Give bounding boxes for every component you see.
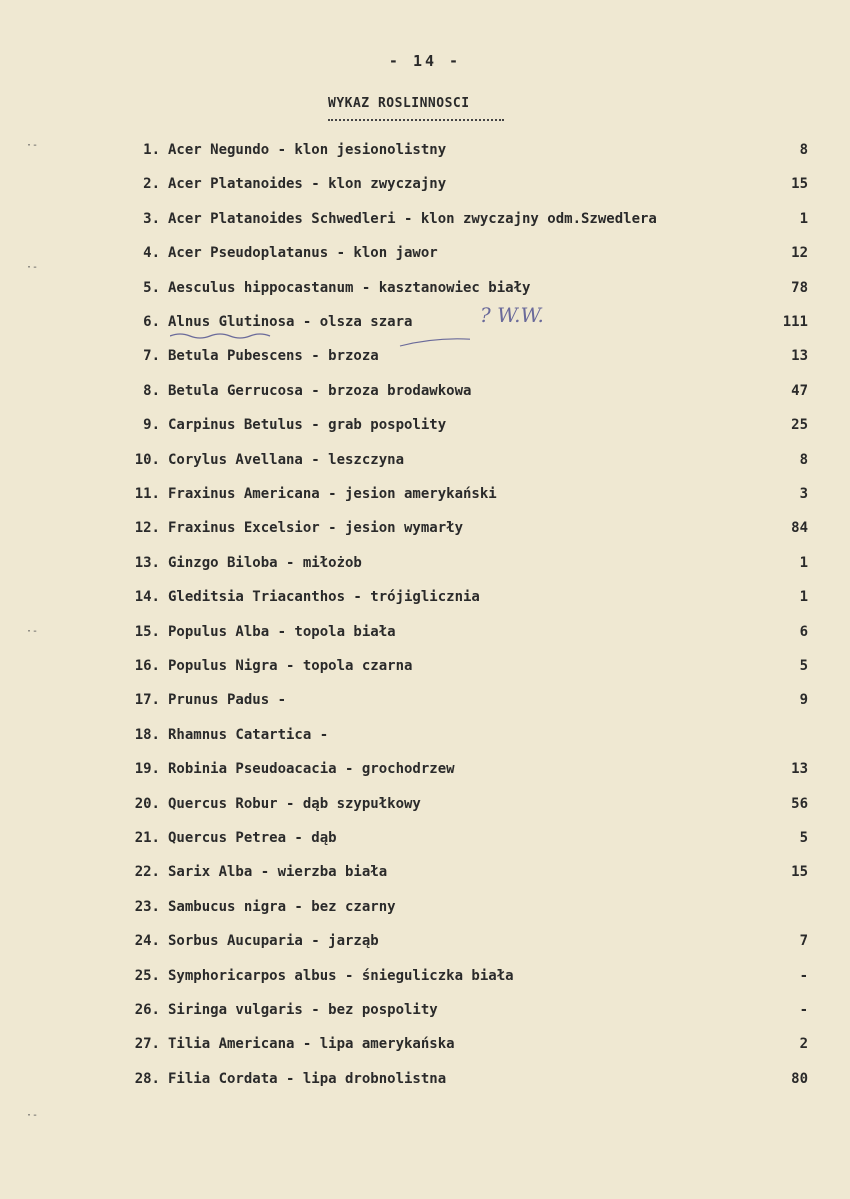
item-name: Siringa vulgaris - bez pospolity xyxy=(168,1002,438,1018)
item-name: Prunus Padus - xyxy=(168,692,287,709)
list-item xyxy=(0,482,850,506)
list-item xyxy=(0,516,850,540)
item-number: 27. xyxy=(134,1036,160,1053)
item-number: 1. xyxy=(143,142,160,158)
item-count: 84 xyxy=(791,520,808,537)
item-number: 19. xyxy=(134,761,160,778)
item-name: Gleditsia Triacanthos - trójiglicznia xyxy=(168,589,480,606)
item-name: Quercus Petrea - dąb xyxy=(168,830,337,846)
item-name: Fraxinus Excelsior - jesion wymarły xyxy=(168,520,464,537)
list-item xyxy=(0,964,850,988)
list-item xyxy=(0,1032,850,1056)
item-number: 28. xyxy=(134,1070,160,1087)
item-name: Sorbus Aucuparia - jarząb xyxy=(168,933,379,950)
item-number: 15. xyxy=(134,623,160,640)
item-number: 18. xyxy=(134,726,160,743)
item-count: 13 xyxy=(791,761,808,778)
item-number: 24. xyxy=(134,933,160,950)
item-name: Acer Negundo - klon jesionolistny xyxy=(168,142,447,158)
list-item xyxy=(0,929,850,953)
list-item xyxy=(0,585,850,609)
item-number: 11. xyxy=(134,486,160,502)
item-count: 8 xyxy=(799,451,808,468)
list-item xyxy=(0,826,850,850)
item-name: Carpinus Betulus - grab pospolity xyxy=(168,417,447,434)
item-name: Acer Platanoides - klon zwyczajny xyxy=(168,176,447,193)
item-count: 12 xyxy=(791,245,808,262)
item-number: 9. xyxy=(143,417,160,434)
item-name: Alnus Glutinosa - olsza szara xyxy=(168,314,413,330)
list-item xyxy=(0,792,850,816)
title-underline xyxy=(328,119,504,121)
item-name: Quercus Robur - dąb szypułkowy xyxy=(168,795,421,812)
item-name: Robinia Pseudoacacia - grochodrzew xyxy=(168,761,455,778)
item-count: 1 xyxy=(799,554,808,571)
item-number: 13. xyxy=(134,554,160,571)
item-name: Fraxinus Americana - jesion amerykański xyxy=(168,486,497,502)
list-item xyxy=(0,310,850,334)
item-count: 7 xyxy=(799,933,808,950)
item-name: Filia Cordata - lipa drobnolistna xyxy=(168,1070,447,1087)
list-item xyxy=(0,723,850,747)
list-item xyxy=(0,207,850,231)
item-count: 1 xyxy=(799,210,808,227)
handwritten-annotation: ? W.W. xyxy=(480,303,544,327)
item-count: 6 xyxy=(799,623,808,640)
list-item xyxy=(0,654,850,678)
item-count: 80 xyxy=(791,1070,808,1087)
item-count: - xyxy=(799,1002,808,1018)
list-item xyxy=(0,448,850,472)
item-number: 12. xyxy=(134,520,160,537)
item-count: 2 xyxy=(799,1036,808,1053)
item-number: 8. xyxy=(143,382,160,399)
list-item xyxy=(0,998,850,1022)
item-count: 111 xyxy=(782,314,808,330)
list-item xyxy=(0,241,850,273)
item-count: 47 xyxy=(791,382,808,399)
item-count: 5 xyxy=(799,830,808,846)
item-count: 15 xyxy=(791,176,808,193)
margin-mark: ·- xyxy=(26,262,39,273)
item-number: 22. xyxy=(134,864,160,881)
item-name: Betula Gerrucosa - brzoza brodawkowa xyxy=(168,382,472,399)
item-number: 7. xyxy=(143,348,160,365)
item-number: 17. xyxy=(134,692,160,709)
list-item xyxy=(0,1067,850,1091)
item-number: 6. xyxy=(143,314,160,330)
item-name: Betula Pubescens - brzoza xyxy=(168,348,379,365)
page-number: - 14 - xyxy=(388,52,462,70)
item-count: 25 xyxy=(791,417,808,434)
item-count: 5 xyxy=(799,658,808,674)
item-name: Corylus Avellana - leszczyna xyxy=(168,451,405,468)
item-count: 8 xyxy=(799,142,808,158)
item-name: Sambucus nigra - bez czarny xyxy=(168,898,396,915)
list-item xyxy=(0,895,850,919)
list-item xyxy=(0,138,850,162)
list-item xyxy=(0,172,850,196)
item-count: 56 xyxy=(791,795,808,812)
item-number: 26. xyxy=(134,1002,160,1018)
list-item xyxy=(0,757,850,781)
margin-mark: ·- xyxy=(26,140,39,151)
item-number: 3. xyxy=(143,210,160,227)
item-count: 9 xyxy=(799,692,808,709)
item-number: 4. xyxy=(143,245,160,262)
item-count: 78 xyxy=(791,279,808,296)
list-item xyxy=(0,688,850,712)
item-number: 2. xyxy=(143,176,160,193)
item-number: 14. xyxy=(134,589,160,606)
item-number: 21. xyxy=(134,830,160,846)
item-name: Rhamnus Catartica - xyxy=(168,726,329,743)
item-count: 3 xyxy=(799,486,808,502)
item-name: Populus Nigra - topola czarna xyxy=(168,658,413,674)
item-name: Symphoricarpos albus - śnieguliczka biała xyxy=(168,967,514,984)
item-name: Acer Pseudoplatanus - klon jawor xyxy=(168,245,438,262)
item-name: Sarix Alba - wierzba biała xyxy=(168,864,388,881)
handwritten-underline xyxy=(170,332,470,352)
margin-mark: ·- xyxy=(26,626,39,637)
list-item xyxy=(0,860,850,884)
list-item xyxy=(0,276,850,300)
item-number: 10. xyxy=(134,451,160,468)
item-count: - xyxy=(799,967,808,984)
list-item xyxy=(0,379,850,403)
item-count: 15 xyxy=(791,864,808,881)
margin-mark: ·- xyxy=(26,1110,39,1121)
item-name: Aesculus hippocastanum - kasztanowiec biały xyxy=(168,279,531,296)
item-name: Acer Platanoides Schwedleri - klon zwyczajny odm.Szwedlera xyxy=(168,210,657,227)
item-number: 25. xyxy=(134,967,160,984)
item-number: 5. xyxy=(143,279,160,296)
item-count: 1 xyxy=(799,589,808,606)
item-name: Tilia Americana - lipa amerykańska xyxy=(168,1036,455,1053)
item-name: Populus Alba - topola biała xyxy=(168,623,396,640)
item-number: 20. xyxy=(134,795,160,812)
list-item xyxy=(0,551,850,575)
item-name: Ginzgo Biloba - miłożob xyxy=(168,554,362,571)
item-number: 16. xyxy=(134,658,160,674)
item-count: 13 xyxy=(791,348,808,365)
list-item xyxy=(0,620,850,644)
list-item xyxy=(0,413,850,437)
item-number: 23. xyxy=(134,898,160,915)
page-title: WYKAZ ROSLINNOSCI xyxy=(328,96,470,111)
